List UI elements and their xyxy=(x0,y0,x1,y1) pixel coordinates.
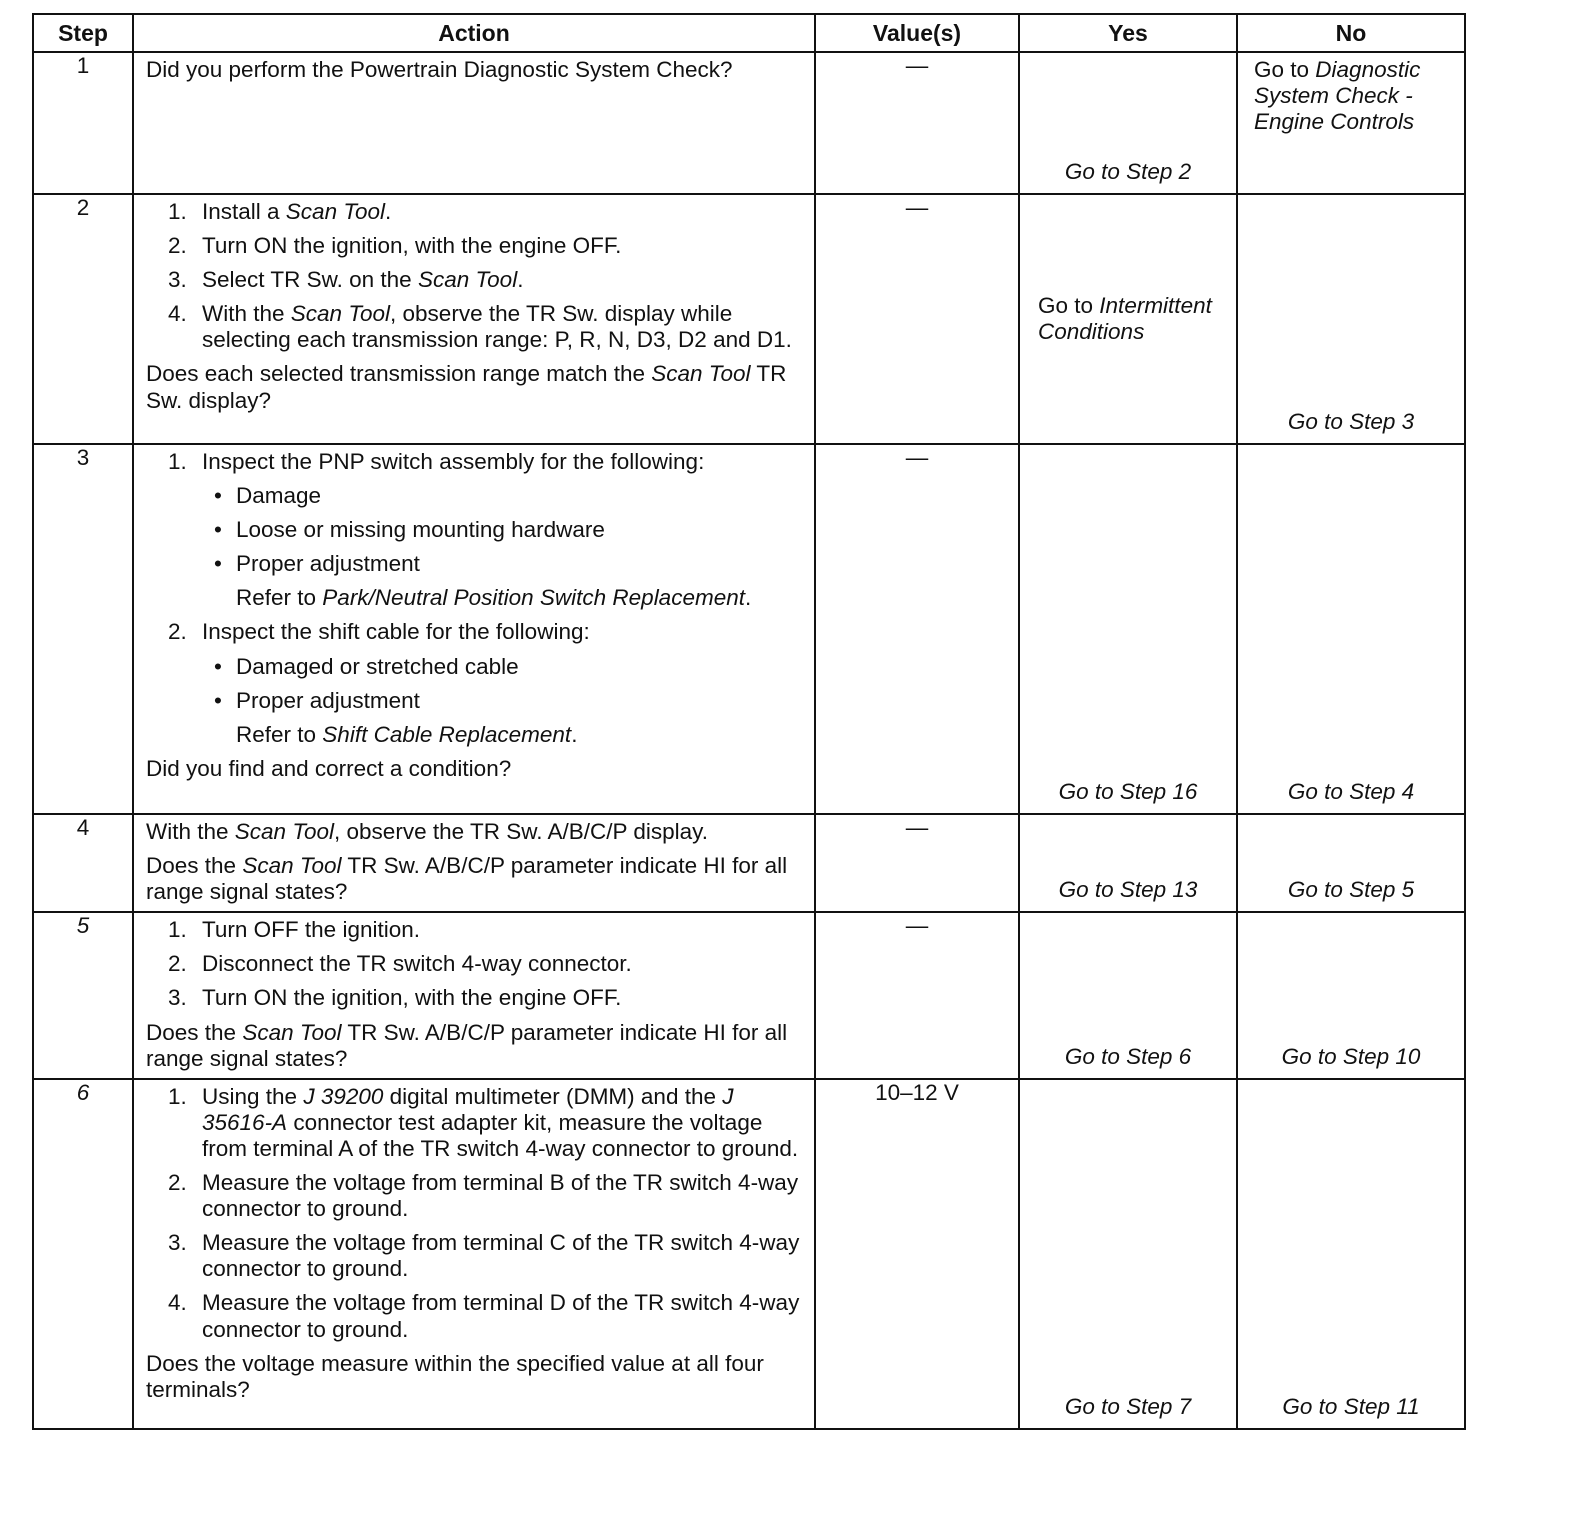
action-steps xyxy=(146,199,804,353)
no-cell xyxy=(1237,912,1465,1078)
step-index: 3. xyxy=(168,1230,187,1256)
header-values: Value(s) xyxy=(815,14,1019,52)
action-step xyxy=(146,985,804,1011)
action-question xyxy=(146,853,804,905)
step-text: Disconnect the TR switch 4-way connector. xyxy=(202,951,632,977)
yes-link[interactable]: Go to Step 2 xyxy=(1064,158,1192,184)
no-link[interactable]: Go to Step 4 xyxy=(1287,778,1415,804)
step-index: 2. xyxy=(168,951,187,977)
diagnostic-table xyxy=(32,13,1466,1430)
no-link[interactable]: Go to Step 10 xyxy=(1281,1043,1421,1069)
step-index: 3. xyxy=(168,985,187,1011)
step-text: Inspect the shift cable for the following: xyxy=(202,619,590,645)
action-step xyxy=(146,301,804,353)
action-step xyxy=(146,199,804,225)
ref-text: . xyxy=(745,585,752,611)
bullet-text: Damage xyxy=(236,483,322,509)
bullet-item: • Loose or missing mounting hardware xyxy=(214,517,605,543)
step-text: . xyxy=(385,199,392,224)
ref-text: Refer to xyxy=(236,585,323,611)
no-cell xyxy=(1237,814,1465,912)
yes-prefix: Go to xyxy=(1038,292,1100,318)
action-step xyxy=(146,1230,804,1282)
header-yes: Yes xyxy=(1019,14,1237,52)
reference-note xyxy=(202,585,804,611)
value-cell: — xyxy=(815,912,1019,1078)
no-cell xyxy=(1237,1079,1465,1429)
yes-link[interactable] xyxy=(1038,293,1232,345)
no-cell xyxy=(1237,52,1465,194)
action-step xyxy=(146,917,804,943)
action-step xyxy=(146,1290,804,1342)
step-index: 4. xyxy=(168,1290,187,1316)
line-em: Scan Tool xyxy=(234,819,335,844)
step-text: Measure the voltage from terminal D of the TR switch 4-way connector to ground. xyxy=(202,1290,800,1342)
yes-cell xyxy=(1019,444,1237,814)
action-cell xyxy=(133,1079,815,1429)
bullet-text: Damaged or stretched cable xyxy=(236,653,519,679)
yes-cell xyxy=(1019,194,1237,444)
no-link[interactable] xyxy=(1238,53,1464,135)
action-question: Does the voltage measure within the specified value at all four terminals? xyxy=(146,1350,764,1402)
question-text: TR Sw. display? xyxy=(146,361,787,413)
step-em: Scan Tool xyxy=(417,267,518,293)
step-number: 5 xyxy=(33,912,133,1078)
step-text: Select TR Sw. on the xyxy=(202,267,418,293)
question-em: Scan Tool xyxy=(651,361,751,387)
question-text: Does the xyxy=(146,853,243,879)
tool-name: J 39200 xyxy=(303,1083,384,1109)
question-em: Scan Tool xyxy=(242,1019,342,1045)
action-cell xyxy=(133,52,815,194)
bullet-list xyxy=(202,483,804,577)
action-line xyxy=(146,819,804,845)
step-text: Turn ON the ignition, with the engine OFF. xyxy=(202,985,622,1011)
action-step xyxy=(146,267,804,293)
value-cell: 10–12 V xyxy=(815,1079,1019,1429)
value-cell: — xyxy=(815,194,1019,444)
no-prefix: Go to xyxy=(1254,57,1316,82)
yes-cell xyxy=(1019,52,1237,194)
step-index: 4. xyxy=(168,301,187,327)
yes-link[interactable]: Go to Step 7 xyxy=(1064,1393,1192,1419)
table-row xyxy=(33,194,1465,444)
step-text: digital multimeter (DMM) and the xyxy=(383,1083,723,1109)
bullet-item: • Damage xyxy=(214,483,322,509)
yes-link[interactable]: Go to Step 16 xyxy=(1058,778,1198,804)
table-row xyxy=(33,52,1465,194)
step-index: 3. xyxy=(168,267,187,293)
yes-link[interactable]: Go to Step 13 xyxy=(1058,877,1198,903)
table-row xyxy=(33,814,1465,912)
action-question: Did you perform the Powertrain Diagnostic System Check? xyxy=(146,57,733,82)
no-link[interactable]: Go to Step 11 xyxy=(1282,1393,1420,1419)
value-cell: — xyxy=(815,52,1019,194)
bullet-list xyxy=(202,654,804,714)
step-number: 1 xyxy=(33,52,133,194)
action-step xyxy=(146,951,804,977)
bullet-item: • Proper adjustment xyxy=(214,687,420,713)
ref-text: Refer to xyxy=(236,721,323,747)
value-cell: — xyxy=(815,444,1019,814)
question-text: TR Sw. A/B/C/P parameter indicate HI for all range signal states? xyxy=(146,853,788,905)
action-question: Did you find and correct a condition? xyxy=(146,755,512,781)
line-text: With the xyxy=(146,819,235,844)
no-cell xyxy=(1237,444,1465,814)
header-step: Step xyxy=(33,14,133,52)
header-action: Action xyxy=(133,14,815,52)
step-number: 2 xyxy=(33,194,133,444)
no-link[interactable]: Go to Step 5 xyxy=(1287,877,1415,903)
step-index: 1. xyxy=(168,1083,187,1109)
step-text: Measure the voltage from terminal B of the TR switch 4-way connector to ground. xyxy=(202,1170,799,1222)
no-link-title: Diagnostic System Check - Engine Controls xyxy=(1254,57,1421,135)
yes-cell xyxy=(1019,814,1237,912)
action-cell xyxy=(133,194,815,444)
table-row xyxy=(33,912,1465,1078)
step-text: Turn ON the ignition, with the engine OFF. xyxy=(202,233,622,259)
question-text: TR Sw. A/B/C/P parameter indicate HI for all range signal states? xyxy=(146,1019,788,1071)
action-step xyxy=(146,449,804,611)
step-index: 2. xyxy=(168,1170,187,1196)
ref-text: . xyxy=(571,721,578,747)
step-text: Inspect the PNP switch assembly for the following: xyxy=(202,449,705,474)
action-question xyxy=(146,361,804,413)
action-cell xyxy=(133,814,815,912)
step-text: Using the xyxy=(202,1083,304,1109)
bullet-item: • Proper adjustment xyxy=(214,551,420,577)
action-step xyxy=(146,619,804,747)
reference-note xyxy=(202,722,804,748)
action-cell xyxy=(133,912,815,1078)
step-em: Scan Tool xyxy=(290,301,391,327)
step-index: 1. xyxy=(168,199,187,224)
bullet-text: Loose or missing mounting hardware xyxy=(236,517,605,543)
action-step xyxy=(146,1170,804,1222)
table-row xyxy=(33,444,1465,814)
step-text: With the xyxy=(202,301,291,327)
step-number: 6 xyxy=(33,1079,133,1429)
step-index: 2. xyxy=(168,619,187,645)
no-link[interactable]: Go to Step 3 xyxy=(1287,408,1415,434)
yes-link-title: Intermittent Conditions xyxy=(1038,292,1212,344)
header-no: No xyxy=(1237,14,1465,52)
step-text: Install a xyxy=(202,199,286,224)
step-index: 1. xyxy=(168,449,187,474)
action-steps xyxy=(146,917,804,1011)
step-index: 2. xyxy=(168,233,187,259)
line-text: , observe the TR Sw. A/B/C/P display. xyxy=(334,819,708,844)
yes-link[interactable]: Go to Step 6 xyxy=(1064,1043,1192,1069)
step-text: connector test adapter kit, measure the voltage from terminal A of the TR switch 4-way connector to ground. xyxy=(202,1109,799,1161)
step-em: Scan Tool xyxy=(285,199,386,224)
step-text: . xyxy=(517,267,524,293)
step-text: Turn OFF the ignition. xyxy=(202,917,421,943)
question-text: Does each selected transmission range match the xyxy=(146,361,652,387)
action-steps xyxy=(146,1084,804,1343)
step-text: , observe the TR Sw. display while selecting each transmission range: P, R, N, D3, D2 and D1. xyxy=(202,301,792,353)
action-step xyxy=(146,233,804,259)
tool-name: J 35616-A xyxy=(202,1083,734,1135)
step-number: 4 xyxy=(33,814,133,912)
ref-link[interactable]: Park/Neutral Position Switch Replacement xyxy=(322,585,745,611)
ref-link[interactable]: Shift Cable Replacement xyxy=(322,721,572,747)
step-number: 3 xyxy=(33,444,133,814)
question-em: Scan Tool xyxy=(242,853,342,879)
bullet-item: • Damaged or stretched cable xyxy=(214,653,519,679)
no-cell xyxy=(1237,194,1465,444)
header-row xyxy=(33,14,1465,52)
action-cell xyxy=(133,444,815,814)
question-text: Does the xyxy=(146,1019,243,1045)
value-cell: — xyxy=(815,814,1019,912)
bullet-text: Proper adjustment xyxy=(236,551,420,577)
table-row xyxy=(33,1079,1465,1429)
action-steps xyxy=(146,449,804,748)
yes-cell xyxy=(1019,1079,1237,1429)
yes-cell xyxy=(1019,912,1237,1078)
action-question xyxy=(146,1020,804,1072)
bullet-text: Proper adjustment xyxy=(236,687,420,713)
step-text: Measure the voltage from terminal C of the TR switch 4-way connector to ground. xyxy=(202,1230,800,1282)
step-index: 1. xyxy=(168,917,187,943)
action-step xyxy=(146,1084,804,1162)
